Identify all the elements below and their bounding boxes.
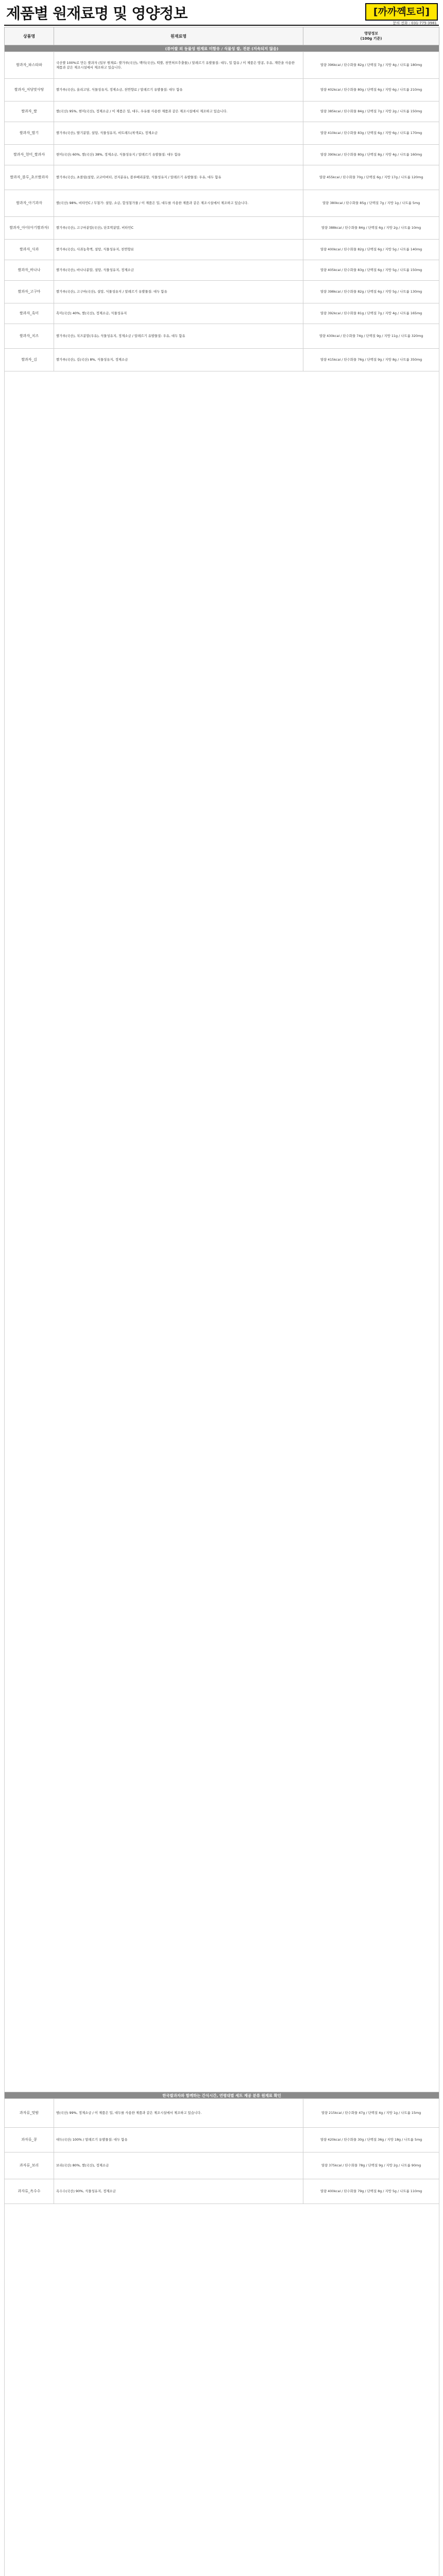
ingredients-text: 흑미(국산) 40%, 쌀(국산), 정제소금, 식물성유지 <box>54 303 303 324</box>
product-name: 쌀과자_김 <box>5 349 54 371</box>
ingredients-text: 쌀가루(국산), 바나나분말, 설탕, 식물성유지, 정제소금 <box>54 260 303 281</box>
product-name: 쌀과자_사과 <box>5 240 54 260</box>
nutrition-text: 열량 405kcal / 탄수화물 83g / 단백질 6g / 지방 5g / 나트륨 150mg <box>303 260 439 281</box>
nutrition-text: 열량 400kcal / 탄수화물 79g / 단백질 8g / 지방 5g / 나트륨 110mg <box>303 2179 439 2204</box>
ingredients-text: 옥수수(국산) 90%, 식물성유지, 정제소금 <box>54 2179 303 2204</box>
ingredients-text: 쌀가루(국산), 고구마(국산), 설탕, 식물성유지 / 알레르기 유발물질: 대두 함유 <box>54 281 303 303</box>
section-header-1 <box>5 45 439 52</box>
nutrition-text: 열량 455kcal / 탄수화물 70g / 단백질 6g / 지방 17g / 나트륨 120mg <box>303 165 439 190</box>
nutrition-text: 열량 415kcal / 탄수화물 76g / 단백질 9g / 지방 8g / 나트륨 350mg <box>303 349 439 371</box>
ingredients-text: 쌀가루(국산), 치즈분말(우유), 식물성유지, 정제소금 / 알레르기 유발물질: 우유, 대두 함유 <box>54 324 303 349</box>
product-name: 쌀과자_파스타파 <box>5 52 54 79</box>
table-row <box>5 52 439 79</box>
nutrition-text: 열량 390kcal / 탄수화물 80g / 단백질 8g / 지방 4g / 나트륨 160mg <box>303 145 439 165</box>
ingredients-text: 국산쌀 100%로 만든 쌀과자 (일부 원재료: 쌀가루(국산), 백미(국산), 떡쌀, 천연허브추출물) / 알레르기 유발물질: 대두, 밀 함유 / 이 제품은 땅콩, 우유, 계란을 사용한 제품과 같은 제조시설에서 제조하고 있습니다. <box>54 52 303 79</box>
table-row <box>5 281 439 303</box>
table-row <box>5 217 439 240</box>
header <box>0 0 443 26</box>
section-label-2: 한국쌀과자와 함께하는 간식시간, 연령대별 세트 제공 분류 원재료 확인 <box>5 2092 439 2099</box>
ingredients-text: 쌀가루(국산), 김(국산) 8%, 식물성유지, 정제소금 <box>54 349 303 371</box>
product-name: 쌀과자_치즈 <box>5 324 54 349</box>
col-product: 상품명 <box>5 27 54 45</box>
ingredients-text: 쌀(국산) 98%, 비타민C / 무첨가: 설탕, 소금, 합성첨가물 / 이 제품은 밀, 대두를 사용한 제품과 같은 제조시설에서 제조하고 있습니다. <box>54 190 303 217</box>
table-row <box>5 303 439 324</box>
table-row <box>5 324 439 349</box>
ingredients-text: 쌀(국산) 95%, 현미(국산), 정제소금 / 이 제품은 밀, 대두, 우유를 사용한 제품과 같은 제조시설에서 제조하고 있습니다. <box>54 101 303 122</box>
table-row <box>5 190 439 217</box>
product-name: 과자류_보리 <box>5 2153 54 2179</box>
col-nutrition <box>303 27 439 45</box>
ingredients-table <box>4 27 439 2576</box>
page-title: 제품별 원재료명 및 영양정보 <box>6 5 188 22</box>
product-name: 과자류_콩 <box>5 2128 54 2153</box>
ingredients-text: 밤(국산) 99%, 정제소금 / 이 제품은 밀, 대두를 사용한 제품과 같은 제조시설에서 제조하고 있습니다. <box>54 2099 303 2128</box>
nutrition-text: 열량 392kcal / 탄수화물 81g / 단백질 7g / 지방 4g / 나트륨 165mg <box>303 303 439 324</box>
product-name: 쌀과자_현미_쌀과자 <box>5 145 54 165</box>
section-label-1: (퓨어쌀 외 동물성 원재료 미함유 / 식물성 쌀, 전분 (지속되지 않음) <box>5 45 439 52</box>
nutrition-text: 열량 430kcal / 탄수화물 74g / 단백질 9g / 지방 11g / 나트륨 320mg <box>303 324 439 349</box>
section-header-2 <box>5 2092 439 2099</box>
ingredients-text: 쌀가루(국산), 초콜릿(설탕, 코코아버터, 전지분유), 블루베리분말, 식물성유지 / 알레르기 유발물질: 우유, 대두 함유 <box>54 165 303 190</box>
col-ingredients: 원재료명 <box>54 27 303 45</box>
nutrition-text: 열량 396kcal / 탄수화물 82g / 단백질 7g / 지방 4g / 나트륨 180mg <box>303 52 439 79</box>
table-row <box>5 349 439 371</box>
ingredients-text: 보리(국산) 80%, 쌀(국산), 정제소금 <box>54 2153 303 2179</box>
table-row <box>5 2179 439 2204</box>
table-row <box>5 260 439 281</box>
phone-number: 문의 전화 : 031-775-3981 <box>393 21 437 25</box>
table-row <box>5 2153 439 2179</box>
ingredients-text: 쌀가루(국산), 고구마분말(국산), 단호박분말, 비타민C <box>54 217 303 240</box>
ingredients-text: 현미(국산) 60%, 쌀(국산) 38%, 정제소금, 식물성유지 / 알레르기 유발물질: 대두 함유 <box>54 145 303 165</box>
nutrition-text: 열량 420kcal / 탄수화물 30g / 단백질 36g / 지방 18g / 나트륨 5mg <box>303 2128 439 2153</box>
table-row <box>5 145 439 165</box>
product-name: 쌀과자_저당맛사탕 <box>5 79 54 101</box>
product-name: 과자류_옥수수 <box>5 2179 54 2204</box>
product-name: 쌀과자_아이(아기쌀과자) <box>5 217 54 240</box>
table-row <box>5 122 439 145</box>
ingredients-text: 쌀가루(국산), 올리고당, 식물성유지, 정제소금, 천연향료 / 알레르기 유발물질: 대두 함유 <box>54 79 303 101</box>
product-name: 쌀과자_고구마 <box>5 281 54 303</box>
table-continuation <box>5 2204 439 2576</box>
nutrition-text: 열량 375kcal / 탄수화물 78g / 단백질 9g / 지방 2g / 나트륨 90mg <box>303 2153 439 2179</box>
table-row <box>5 2128 439 2153</box>
table-header-row <box>5 27 439 45</box>
table-row <box>5 165 439 190</box>
product-name: 쌀과자_흑미 <box>5 303 54 324</box>
nutrition-text: 열량 385kcal / 탄수화물 84g / 단백질 7g / 지방 2g / 나트륨 150mg <box>303 101 439 122</box>
brand-badge: [까까껙토리] <box>365 3 438 21</box>
table-row <box>5 240 439 260</box>
product-name: 쌀과자_바나나 <box>5 260 54 281</box>
nutrition-text: 열량 400kcal / 탄수화물 82g / 단백질 6g / 지방 5g / 나트륨 140mg <box>303 240 439 260</box>
col-nutrition-label: 영양정보 <box>364 31 379 36</box>
table-row <box>5 2099 439 2128</box>
table-continuation-cell <box>5 2204 439 2576</box>
ingredients-text: 대두(국산) 100% / 알레르기 유발물질: 대두 함유 <box>54 2128 303 2153</box>
table-continuation-cell <box>5 371 439 2092</box>
product-name: 쌀과자_블루_초코쌀과자 <box>5 165 54 190</box>
product-name: 쌀과자_딸기 <box>5 122 54 145</box>
product-name: 과자류_맛밤 <box>5 2099 54 2128</box>
title-divider <box>4 25 439 26</box>
table-row <box>5 79 439 101</box>
nutrition-text: 열량 380kcal / 탄수화물 85g / 단백질 7g / 지방 1g / 나트륨 5mg <box>303 190 439 217</box>
nutrition-text: 열량 398kcal / 탄수화물 82g / 단백질 6g / 지방 5g / 나트륨 130mg <box>303 281 439 303</box>
product-name: 쌀과자_아기과자 <box>5 190 54 217</box>
nutrition-text: 열량 388kcal / 탄수화물 84g / 단백질 6g / 지방 2g / 나트륨 10mg <box>303 217 439 240</box>
table-continuation <box>5 371 439 2092</box>
nutrition-text: 열량 410kcal / 탄수화물 83g / 단백질 6g / 지방 6g / 나트륨 170mg <box>303 122 439 145</box>
col-nutrition-sub: (100g 기준) <box>360 37 382 41</box>
table-row <box>5 101 439 122</box>
ingredients-text: 쌀가루(국산), 사과농축액, 설탕, 식물성유지, 천연향료 <box>54 240 303 260</box>
product-name: 쌀과자_쌀 <box>5 101 54 122</box>
nutrition-text: 열량 215kcal / 탄수화물 47g / 단백질 4g / 지방 1g / 나트륨 15mg <box>303 2099 439 2128</box>
nutrition-text: 열량 402kcal / 탄수화물 80g / 단백질 6g / 지방 6g / 나트륨 210mg <box>303 79 439 101</box>
ingredients-text: 쌀가루(국산), 딸기분말, 설탕, 식물성유지, 비트레드(착색료), 정제소금 <box>54 122 303 145</box>
